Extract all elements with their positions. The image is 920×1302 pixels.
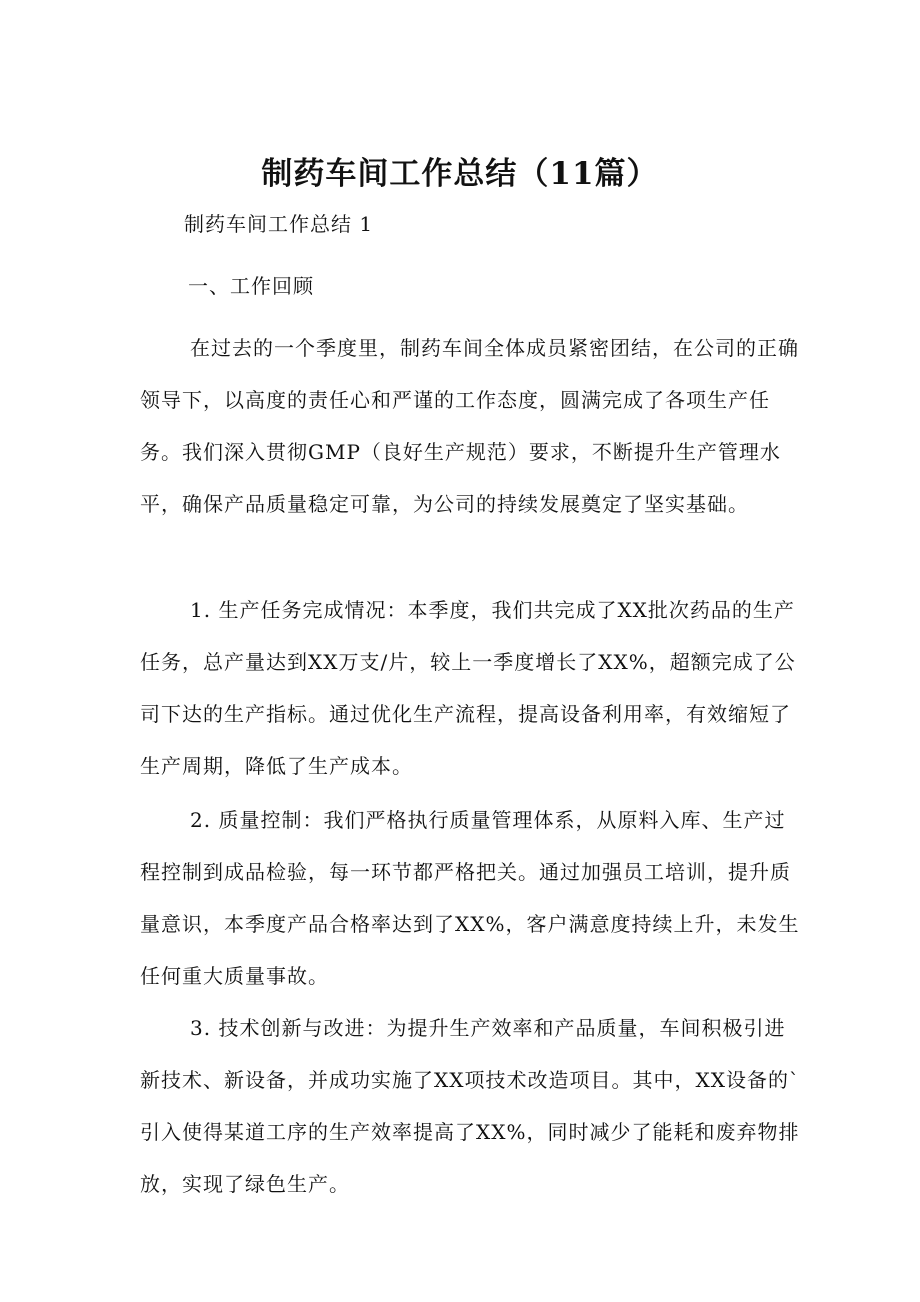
paragraph-tech-innovation: 3. 技术创新与改进：为提升生产效率和产品质量，车间积极引进新技术、新设备，并成功实施了XX项技术改造项目。其中，XX设备的`引入使得某道工序的生产效率提高了XX%，同时减少了能耗和废弃物排放，实现了绿色生产。 — [140, 1016, 800, 1196]
section-heading: 一、工作回顾 — [188, 274, 314, 298]
paragraph-production-tasks: 1. 生产任务完成情况：本季度，我们共完成了XX批次药品的生产任务，总产量达到XX万支/片，较上一季度增长了XX%，超额完成了公司下达的生产指标。通过优化生产流程，提高设备利用率，有效缩短了生产周期，降低了生产成本。 — [140, 598, 796, 778]
paragraph-intro: 在过去的一个季度里，制药车间全体成员紧密团结，在公司的正确领导下，以高度的责任心和严谨的工作态度，圆满完成了各项生产任务。我们深入贯彻GMP（良好生产规范）要求，不断提升生产管理水平，确保产品质量稳定可靠，为公司的持续发展奠定了坚实基础。 — [140, 336, 799, 516]
paragraph-quality-control: 2. 质量控制：我们严格执行质量管理体系，从原料入库、生产过程控制到成品检验，每一环节都严格把关。通过加强员工培训，提升质量意识，本季度产品合格率达到了XX%，客户满意度持续上升，未发生任何重大质量事故。 — [140, 808, 800, 988]
document-title: 制药车间工作总结（11篇） — [261, 156, 659, 192]
document-subtitle: 制药车间工作总结 1 — [184, 212, 374, 236]
